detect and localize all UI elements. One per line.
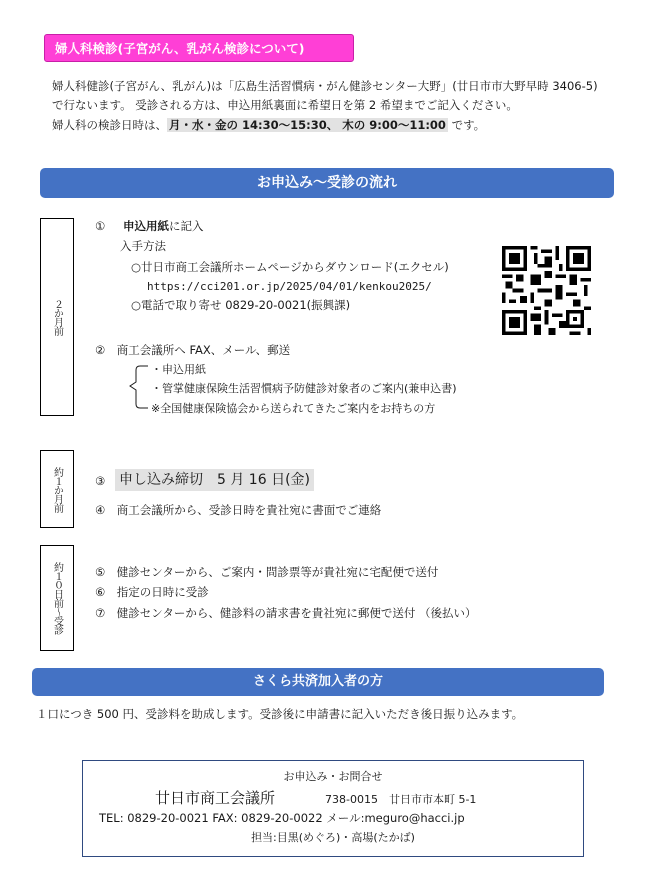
step2-item-guide: ・管掌健康保険生活習慣病予防健診対象者のご案内(兼申込書)	[151, 382, 457, 395]
step1-title-bold: 申込用紙	[122, 219, 169, 233]
step1-url-link[interactable]: https://cci201.or.jp/2025/04/01/kenkou2025/	[147, 280, 432, 293]
gyn-text-line2: で行ないます。 受診される方は、申込用紙裏面に希望日を第 2 希望までご記入ください。	[52, 98, 518, 112]
period-2-months-label: ２か月前	[51, 299, 63, 335]
step2-item-form: ・申込用紙	[151, 363, 206, 376]
sakura-heading: さくら共済加入者の方	[32, 668, 604, 696]
step2-text: ② 商工会議所へ FAX、メール、郵送	[95, 343, 291, 357]
gyn-schedule-suffix: です。	[447, 118, 486, 132]
gyn-schedule-prefix: 婦人科の検診日時は、	[52, 118, 167, 132]
period-10-days-label: 約１０日前～受診	[51, 562, 63, 634]
step6-text: ⑥ 指定の日時に受診	[95, 585, 209, 599]
contact-phones[interactable]: TEL: 0829-20-0021 FAX: 0829-20-0022 メール:meguro@hacci.jp	[99, 811, 465, 825]
gyn-schedule-highlight: 月・水・金の 14:30～15:30、 木の 9:00～11:00	[169, 118, 446, 132]
step1-number: ①	[95, 219, 106, 233]
step3-number: ③	[95, 474, 106, 488]
sakura-text: １口につき 500 円、受診料を助成します。受診後に申請書に記入いただき後日振り込みます。	[36, 707, 524, 721]
contact-staff: 担当:目黒(めぐろ)・高場(たかば)	[251, 831, 415, 844]
step1-option-download: ○廿日市商工会議所ホームページからダウンロード(エクセル)	[131, 260, 449, 274]
period-1-month	[40, 450, 74, 528]
step4-text: ④ 商工会議所から、受診日時を貴社宛に書面でご連絡	[95, 503, 382, 517]
contact-box	[82, 760, 584, 857]
step3-deadline: 申し込み締切 5 月 16 日(金)	[115, 469, 314, 491]
qr-code-icon[interactable]	[502, 246, 591, 335]
step1-title	[95, 218, 203, 235]
period-10-days	[40, 545, 74, 651]
bracket-icon	[128, 362, 150, 414]
period-2-months	[40, 218, 74, 416]
flow-heading: お申込み～受診の流れ	[40, 168, 614, 198]
contact-org-name: 廿日市商工会議所	[155, 789, 276, 807]
step1-title-rest: に記入	[168, 219, 204, 233]
step1-subtitle: 入手方法	[120, 239, 166, 253]
gynecology-heading: 婦人科検診(子宮がん、乳がん検診について)	[44, 34, 354, 62]
step2-item-note: ※全国健康保険協会から送られてきたご案内をお持ちの方	[151, 402, 436, 415]
period-1-month-label: 約１か月前	[51, 466, 63, 512]
gyn-text-line3	[52, 117, 485, 134]
gyn-text-line1: 婦人科健診(子宮がん、乳がん)は「広島生活習慣病・がん健診センター大野」(廿日市市大野早時 3406-5)	[52, 79, 598, 93]
contact-address: 738-0015 廿日市市本町 5-1	[325, 793, 477, 806]
step5-text: ⑤ 健診センターから、ご案内・問診票等が貴社宛に宅配便で送付	[95, 565, 439, 579]
step1-option-phone: ○電話で取り寄せ 0829-20-0021(振興課)	[131, 298, 351, 312]
contact-title: お申込み・お問合せ	[283, 770, 383, 783]
step7-text: ⑦ 健診センターから、健診料の請求書を貴社宛に郵便で送付 （後払い）	[95, 606, 477, 620]
